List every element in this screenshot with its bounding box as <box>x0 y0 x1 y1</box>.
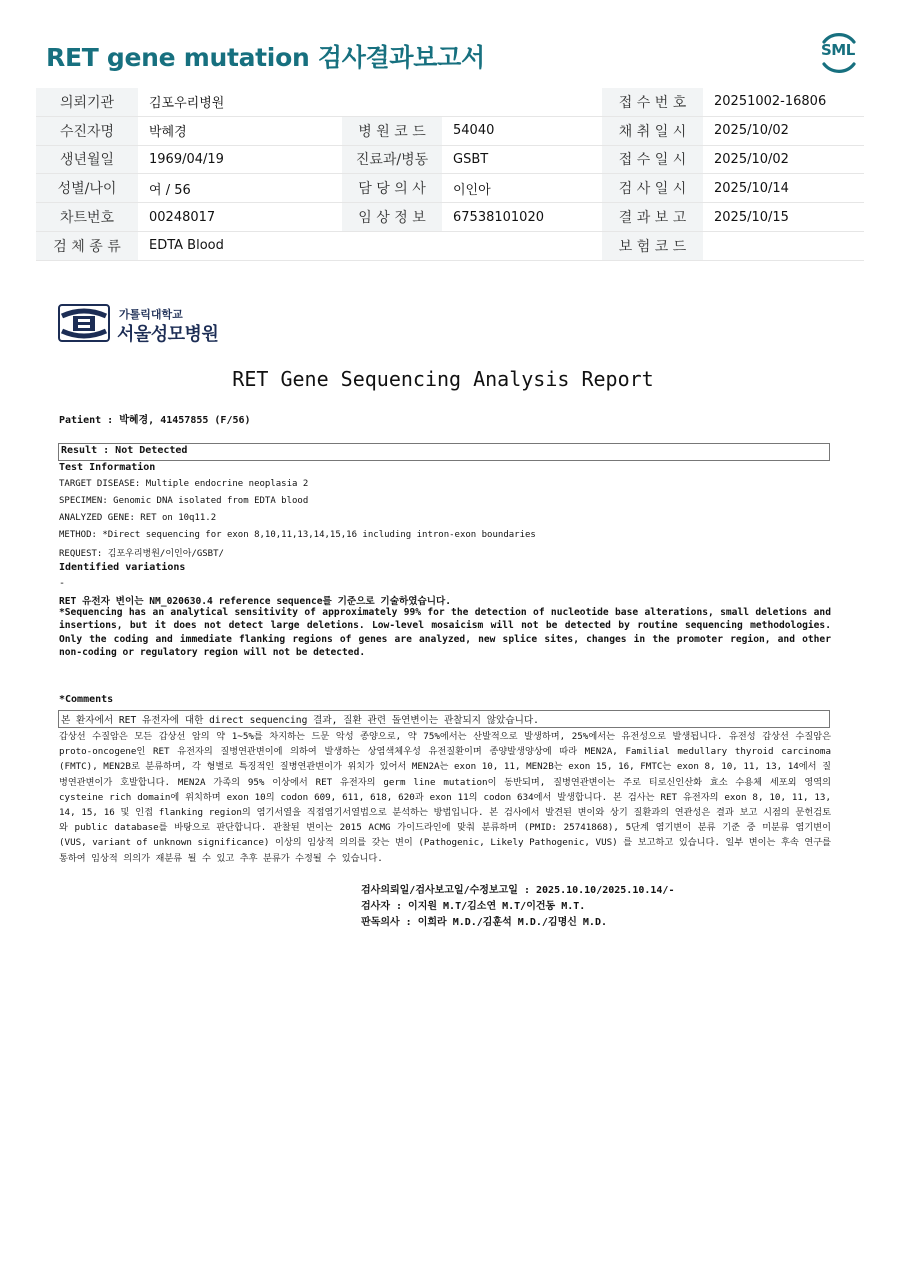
info-value <box>703 231 864 260</box>
test-info-line: SPECIMEN: Genomic DNA isolated from EDTA blood <box>59 496 309 506</box>
info-label: 생년월일 <box>36 145 138 174</box>
hospital-name: 서울성모병원 <box>117 324 219 345</box>
table-row <box>36 203 864 232</box>
info-label: 의뢰기관 <box>36 88 138 116</box>
table-row <box>36 145 864 174</box>
info-value: 2025/10/14 <box>703 174 864 203</box>
info-value: 박혜경 <box>138 116 342 145</box>
signature-dates: 검사의뢰일/검사보고일/수정보고일 : 2025.10.10/2025.10.14/- <box>361 885 675 896</box>
info-label: 차트번호 <box>36 203 138 232</box>
comment-body: 갑상선 수질암은 모든 갑상선 암의 약 1~5%를 차지하는 드문 악성 종양으로, 약 75%에서는 산발적으로 발생하며, 25%에서는 유전성으로 발생됩니다. 유전성 갑상선 수질암은 proto-oncogene인 RET 유전자의 질병연관변이에 의하여 발생하는 상염색체우성 유전질환이며 종양발생양상에 따라 MEN2A, Familial medullary thyroid carcinoma (FMTC), MEN2B로 분류하며, 각 형별로 특징적인 질병연관변이가 위치가 있어서 MEN2A는 exon 10, 11, MEN2B는 exon 15, 16, FMTC는 exon 8, 10, 11, 13, 14에서 질병연관변이가 호발합니다. MEN2A 가족의 95% 이상에서 RET 유전자의 germ line mutation이 동반되며, 질병연관변이는 주로 티로신인산화 효소 수용체 세포외 영역의 cysteine rich domain에 위치하며 exon 10의 codon 609, 611, 618, 620과 exon 11의 codon 634에서 발생합니다. 본 검사는 RET 유전자의 exon 8, 10, 11, 13, 14, 15, 16 및 인접 flanking region의 염기서열을 직접염기서열법으로 분석하는 방법입니다. 본 검사에서 발견된 변이와 상기 질환과의 연관성은 결과 보고 시점의 문헌검토와 public database를 바탕으로 판단합니다. 관찰된 변이는 2015 ACMG 가이드라인에 맞춰 분류하며 (PMID: 25741868), 5단계 염기변이 분류 기준 중 미분류 염기변이 (VUS, variant of unknown significance) 이상의 임상적 의의를 갖는 변이 (Pathogenic, Likely Pathogenic, VUS) 를 보고하고 있습니다. 일부 변이는 후속 연구를 통하여 임상적 의의가 재분류 될 수 있고 추후 분류가 수정될 수 있습니다. <box>59 731 831 864</box>
signature-testers: 검사자 : 이지원 M.T/김소연 M.T/이건동 M.T. <box>361 901 586 912</box>
patient-line: Patient : 박혜경, 41457855 (F/56) <box>59 415 251 426</box>
identified-variations-title: Identified variations <box>59 562 186 573</box>
test-info-line: ANALYZED GENE: RET on 10q11.2 <box>59 513 217 523</box>
result-text: Result : Not Detected <box>61 445 188 456</box>
table-row <box>36 116 864 145</box>
test-information-title: Test Information <box>59 462 156 473</box>
info-label: 검 체 종 류 <box>36 231 138 260</box>
info-value: 00248017 <box>138 203 342 232</box>
info-value: 이인아 <box>442 174 602 203</box>
test-info-line: TARGET DISEASE: Multiple endocrine neoplasia 2 <box>59 479 309 489</box>
hospital-subtitle: 가톨릭대학교 <box>119 308 183 321</box>
info-label: 접 수 번 호 <box>602 88 703 116</box>
hospital-emblem-icon <box>58 304 110 342</box>
info-empty <box>342 88 442 116</box>
info-empty <box>342 231 442 260</box>
info-label: 담 당 의 사 <box>342 174 442 203</box>
table-row <box>36 231 864 260</box>
table-row <box>36 174 864 203</box>
info-empty <box>442 231 602 260</box>
info-value: 2025/10/02 <box>703 116 864 145</box>
comments-title: *Comments <box>59 694 114 705</box>
test-info-line: REQUEST: 김포우리병원/이인아/GSBT/ <box>59 549 224 559</box>
info-empty <box>442 88 602 116</box>
info-label: 결 과 보 고 <box>602 203 703 232</box>
info-value: 67538101020 <box>442 203 602 232</box>
info-label: 검 사 일 시 <box>602 174 703 203</box>
info-label: 성별/나이 <box>36 174 138 203</box>
sensitivity-note: *Sequencing has an analytical sensitivity of approximately 99% for the detection of nucleotide base alterations, small deletions and insertions, but it does not detect large deletions. Low-level mosaicism will not be detected by routine sequencing methodologies. Only the coding and immediate flanking regions of genes are analyzed, new splice sites, changes in the promoter region, and other non-coding or regulatory region will not be detected. <box>59 607 831 659</box>
patient-info-table <box>36 88 864 261</box>
info-label: 진료과/병동 <box>342 145 442 174</box>
test-info-line: METHOD: *Direct sequencing for exon 8,10,11,13,14,15,16 including intron-exon boundaries <box>59 530 536 540</box>
info-value: GSBT <box>442 145 602 174</box>
signature-physicians: 판독의사 : 이희라 M.D./김훈석 M.D./김명신 M.D. <box>361 917 607 928</box>
info-value: 1969/04/19 <box>138 145 342 174</box>
info-label: 병 원 코 드 <box>342 116 442 145</box>
info-value: 2025/10/15 <box>703 203 864 232</box>
page-title: RET gene mutation 검사결과보고서 <box>46 43 485 72</box>
info-value: 2025/10/02 <box>703 145 864 174</box>
report-title: RET Gene Sequencing Analysis Report <box>232 367 654 391</box>
info-label: 수진자명 <box>36 116 138 145</box>
comment-summary: 본 환자에서 RET 유전자에 대한 direct sequencing 결과, 질환 관련 돌연변이는 관찰되지 않았습니다. <box>61 715 539 726</box>
info-label: 접 수 일 시 <box>602 145 703 174</box>
info-label: 임 상 정 보 <box>342 203 442 232</box>
sml-logo-text: SML <box>821 41 855 59</box>
identified-variations-value: - <box>59 578 66 589</box>
info-label: 보 험 코 드 <box>602 231 703 260</box>
info-value: 여 / 56 <box>138 174 342 203</box>
info-value: EDTA Blood <box>138 231 342 260</box>
info-value: 김포우리병원 <box>138 88 342 116</box>
info-label: 채 취 일 시 <box>602 116 703 145</box>
info-value: 20251002-16806 <box>703 88 864 116</box>
info-value: 54040 <box>442 116 602 145</box>
reference-note: RET 유전자 변이는 NM_020630.4 reference sequence를 기준으로 기술하였습니다. <box>59 596 452 607</box>
table-row <box>36 88 864 116</box>
